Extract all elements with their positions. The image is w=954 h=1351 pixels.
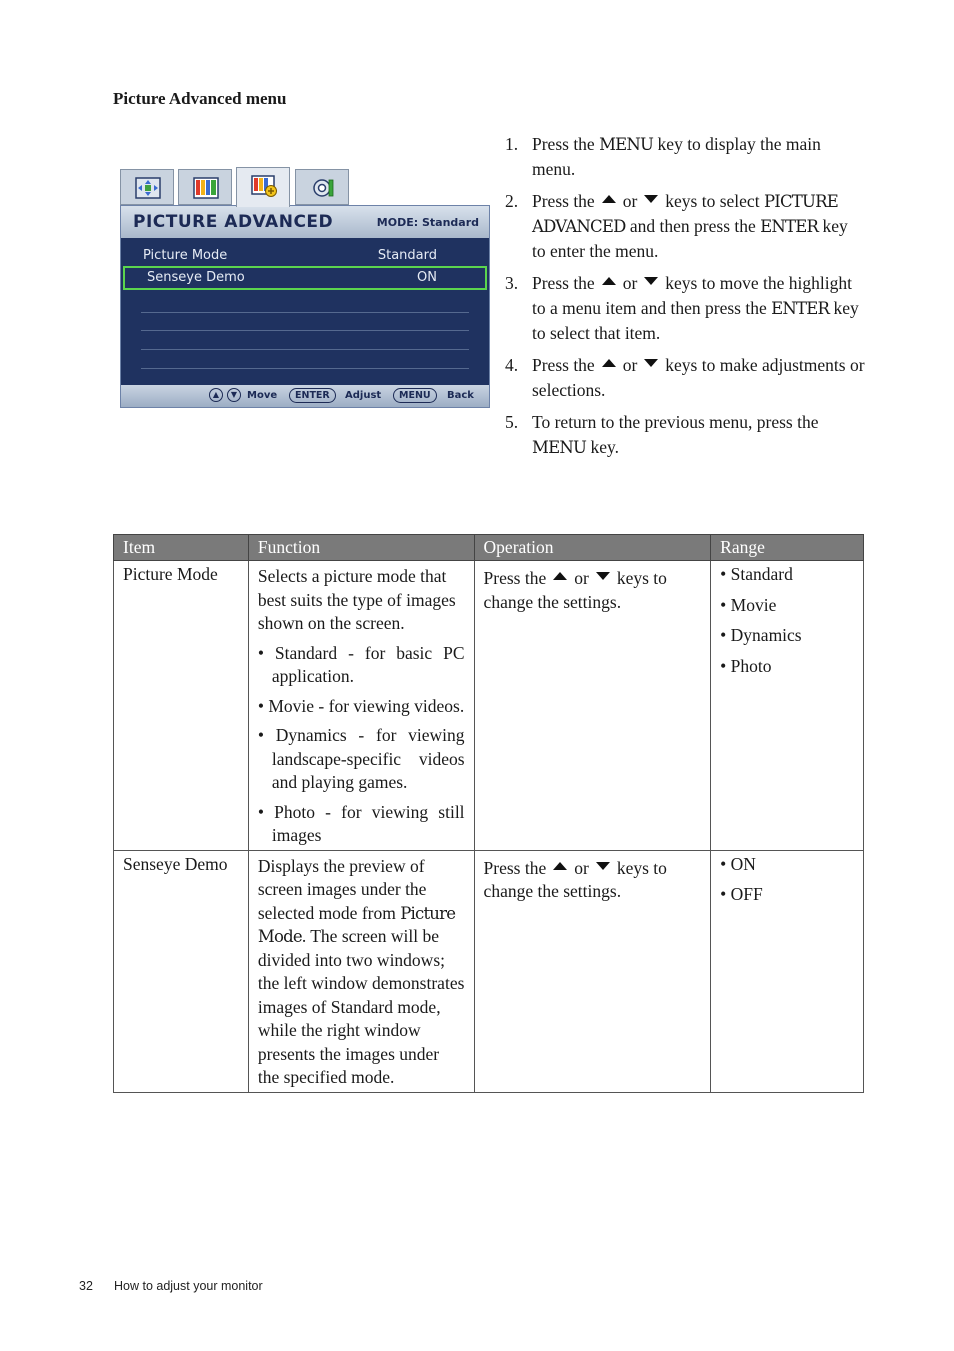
down-arrow-icon bbox=[644, 359, 658, 367]
range-option: • Movie bbox=[720, 594, 777, 615]
step-number: 3. bbox=[505, 273, 519, 293]
down-arrow-icon bbox=[644, 195, 658, 203]
column-header-item: Item bbox=[114, 535, 249, 561]
osd-divider bbox=[141, 368, 469, 369]
function-text: . The screen will be divided into two windows; the left window demonstrates images of Standard mode, while the right window presents the images under the specified mode. bbox=[257, 926, 465, 1087]
function-bullet: • Dynamics - for viewing landscape-specific videos and playing games. bbox=[257, 725, 465, 792]
range-option: • OFF bbox=[720, 884, 763, 904]
enter-key-badge: ENTER bbox=[289, 388, 336, 403]
down-arrow-icon bbox=[644, 277, 658, 285]
function-text: Displays the preview of screen images under the selected mode from bbox=[257, 855, 427, 923]
page-number: 32 bbox=[79, 1279, 93, 1293]
menu-key-name: MENU bbox=[599, 135, 654, 154]
operation-text: or bbox=[574, 857, 589, 878]
osd-title: PICTURE ADVANCED bbox=[133, 212, 334, 232]
column-header-function: Function bbox=[248, 535, 474, 561]
function-bullet: • Photo - for viewing still images bbox=[257, 801, 465, 845]
step-text: Press the bbox=[532, 355, 595, 375]
item-cell: Senseye Demo bbox=[114, 850, 249, 1092]
operation-text: keys to change the settings. bbox=[483, 568, 667, 612]
function-cell bbox=[248, 850, 474, 1092]
step-text: or bbox=[622, 273, 638, 293]
picture-advanced-icon bbox=[251, 175, 277, 197]
osd-tab-bar bbox=[120, 167, 490, 205]
range-option: • Dynamics bbox=[720, 625, 802, 645]
step-text: key to display the main menu. bbox=[532, 134, 821, 179]
instruction-steps bbox=[505, 132, 865, 467]
column-header-operation: Operation bbox=[474, 535, 711, 561]
osd-header bbox=[121, 206, 489, 238]
osd-tab-picture bbox=[178, 169, 232, 205]
osd-footer-back: Back bbox=[447, 390, 474, 401]
range-option: • Photo bbox=[720, 655, 772, 676]
footer-title: How to adjust your monitor bbox=[114, 1279, 263, 1293]
picture-advanced-key-name: PICTURE ADVANCED bbox=[532, 192, 838, 236]
up-arrow-icon bbox=[602, 359, 616, 367]
picture-mode-term: Picture Mode bbox=[257, 903, 456, 946]
step-text: keys to select bbox=[665, 191, 764, 211]
step-text: key to select that item. bbox=[532, 298, 859, 343]
down-arrow-icon bbox=[596, 862, 610, 870]
step-item bbox=[505, 410, 865, 460]
osd-row-label: Picture Mode bbox=[143, 248, 228, 263]
osd-row-senseye-demo bbox=[123, 266, 487, 290]
osd-divider bbox=[141, 312, 469, 313]
step-number: 2. bbox=[505, 191, 519, 211]
system-icon bbox=[310, 177, 336, 199]
up-arrow-icon: ▲ bbox=[209, 388, 223, 402]
function-bullet: • Standard - for basic PC application. bbox=[257, 642, 465, 686]
table-row bbox=[114, 561, 864, 851]
function-cell bbox=[248, 561, 474, 851]
step-text: Press the bbox=[532, 191, 595, 211]
range-option: • ON bbox=[720, 853, 756, 874]
osd-divider bbox=[141, 330, 469, 331]
step-text: or bbox=[622, 191, 638, 211]
menu-key-badge: MENU bbox=[393, 388, 437, 403]
step-text: keys to move the highlight to a menu item and then press the bbox=[532, 273, 852, 318]
menu-options-table bbox=[113, 534, 864, 1093]
osd-row-label: Senseye Demo bbox=[147, 270, 245, 285]
osd-footer bbox=[121, 385, 489, 407]
step-number: 4. bbox=[505, 355, 519, 375]
osd-footer-move: Move bbox=[247, 390, 278, 401]
step-text: key to enter the menu. bbox=[532, 216, 848, 261]
step-text: keys to make adjustments or selections. bbox=[532, 355, 865, 400]
step-text: Press the bbox=[532, 273, 595, 293]
range-cell bbox=[711, 850, 864, 1092]
osd-divider bbox=[141, 349, 469, 350]
function-intro: Selects a picture mode that best suits the type of images shown on the screen. bbox=[257, 566, 456, 633]
range-option: • Standard bbox=[720, 564, 793, 584]
step-text: or bbox=[622, 355, 638, 375]
operation-text: keys to change the settings. bbox=[483, 857, 667, 901]
osd-panel bbox=[120, 205, 490, 408]
osd-tab-picture-advanced bbox=[236, 167, 290, 207]
enter-key-name: ENTER bbox=[760, 217, 819, 236]
step-text: Press the bbox=[532, 134, 600, 154]
operation-text: or bbox=[574, 568, 589, 588]
osd-tab-system bbox=[295, 169, 349, 205]
step-item bbox=[505, 132, 865, 182]
operation-cell bbox=[474, 850, 711, 1092]
down-arrow-icon bbox=[596, 572, 610, 580]
menu-key-name: MENU bbox=[532, 438, 587, 457]
osd-menu-screenshot bbox=[120, 167, 490, 408]
step-item bbox=[505, 353, 865, 403]
step-item bbox=[505, 271, 865, 346]
operation-cell bbox=[474, 561, 711, 851]
section-heading: Picture Advanced menu bbox=[113, 89, 287, 108]
up-arrow-icon bbox=[602, 195, 616, 203]
up-arrow-icon bbox=[553, 572, 567, 580]
up-arrow-icon bbox=[602, 277, 616, 285]
step-text: To return to the previous menu, press the bbox=[532, 412, 819, 432]
table-header-row bbox=[114, 535, 864, 561]
up-arrow-icon bbox=[553, 862, 567, 870]
display-icon bbox=[135, 177, 161, 199]
operation-text: Press the bbox=[483, 568, 547, 588]
range-cell bbox=[711, 561, 864, 851]
osd-footer-adjust: Adjust bbox=[345, 390, 382, 401]
function-bullet: • Movie - for viewing videos. bbox=[257, 695, 465, 716]
operation-text: Press the bbox=[483, 857, 547, 878]
step-number: 5. bbox=[505, 412, 519, 432]
enter-key-name: ENTER bbox=[771, 299, 830, 318]
column-header-range: Range bbox=[711, 535, 864, 561]
down-arrow-icon: ▼ bbox=[227, 388, 241, 402]
osd-row-value: ON bbox=[417, 270, 437, 285]
osd-mode-indicator: MODE: Standard bbox=[376, 216, 479, 229]
table-row bbox=[114, 850, 864, 1092]
osd-tab-display bbox=[120, 169, 174, 205]
osd-row-picture-mode bbox=[123, 244, 487, 268]
step-text: and then press the bbox=[625, 216, 761, 236]
step-item bbox=[505, 189, 865, 264]
step-text: key. bbox=[586, 437, 619, 457]
picture-icon bbox=[193, 177, 219, 199]
step-number: 1. bbox=[505, 134, 519, 154]
item-cell: Picture Mode bbox=[114, 561, 249, 851]
osd-row-value: Standard bbox=[377, 248, 437, 263]
